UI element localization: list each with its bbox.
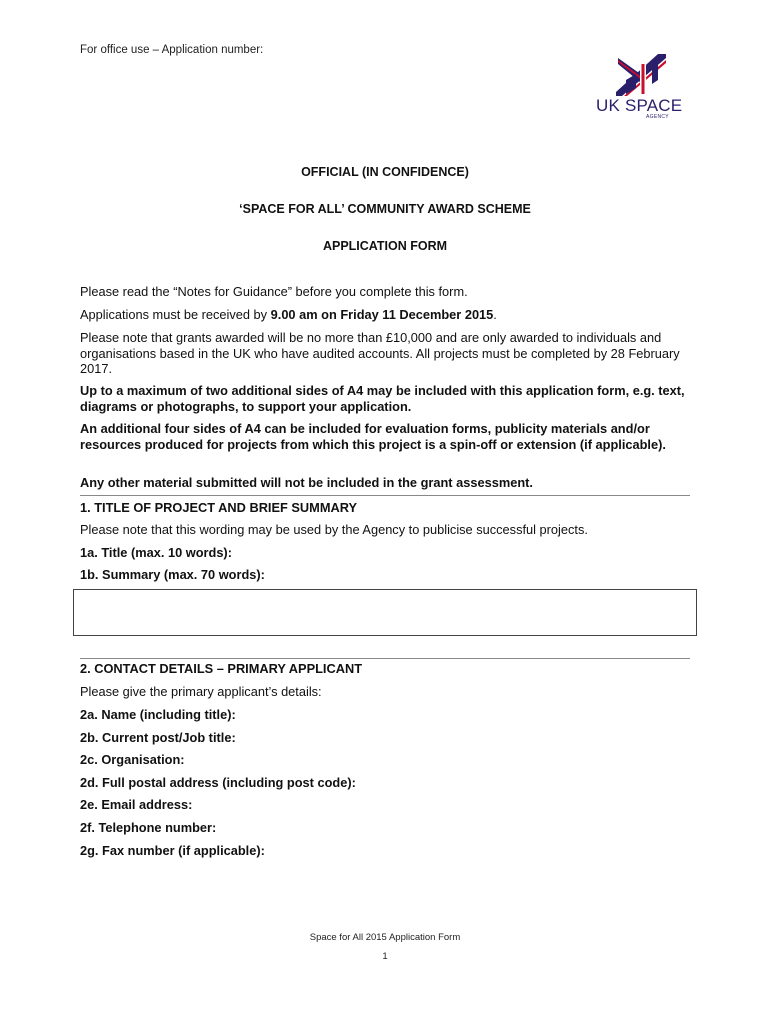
- form-heading: APPLICATION FORM: [322, 239, 448, 253]
- uk-space-agency-logo: [596, 52, 683, 122]
- post-label: 2b. Current post/Job title:: [80, 730, 236, 745]
- page-number: 1: [382, 951, 388, 962]
- section1-title: 1. TITLE OF PROJECT AND BRIEF SUMMARY: [80, 500, 358, 515]
- intro-guidance: Please read the “Notes for Guidance” before you complete this form.: [80, 284, 468, 299]
- deadline-prefix: Applications must be received by: [80, 307, 271, 322]
- fax-label: 2g. Fax number (if applicable):: [80, 843, 265, 858]
- footer-title: Space for All 2015 Application Form: [309, 932, 461, 943]
- intro-deadline: [80, 307, 692, 323]
- union-flag-arrow-icon: [596, 52, 680, 96]
- section2-divider: [80, 658, 690, 659]
- organisation-label: 2c. Organisation:: [80, 752, 185, 767]
- scheme-heading: ‘SPACE FOR ALL’ COMMUNITY AWARD SCHEME: [239, 202, 531, 216]
- summary-label: 1b. Summary (max. 70 words):: [80, 567, 265, 582]
- address-label: 2d. Full postal address (including post code):: [80, 775, 356, 790]
- logo-subtext: AGENCY: [646, 114, 669, 120]
- section1-note: Please note that this wording may be used by the Agency to publicise successful projects.: [80, 522, 588, 537]
- intro-additional-sides: Up to a maximum of two additional sides of A4 may be included with this application form, e.g. text, diagrams or photographs, to support your application.: [80, 383, 685, 414]
- name-label: 2a. Name (including title):: [80, 707, 236, 722]
- office-use-label: For office use – Application number:: [80, 44, 264, 56]
- title-label: 1a. Title (max. 10 words):: [80, 545, 232, 560]
- logo-text: UK SPACE: [596, 96, 683, 115]
- classification-heading: OFFICIAL (IN CONFIDENCE): [301, 165, 469, 179]
- section1-divider: [80, 495, 690, 496]
- deadline-suffix: .: [493, 307, 497, 322]
- summary-input-box[interactable]: [73, 589, 697, 636]
- deadline-date: 9.00 am on Friday 11 December 2015: [270, 307, 494, 322]
- intro-other-material: Any other material submitted will not be included in the grant assessment.: [80, 475, 533, 490]
- intro-additional-four-sides: An additional four sides of A4 can be included for evaluation forms, publicity materials and/or resources produced for projects from which this project is a spin-off or extension (if applicable).: [80, 421, 666, 452]
- phone-label: 2f. Telephone number:: [80, 820, 217, 835]
- intro-grant-note: Please note that grants awarded will be no more than £10,000 and are only awarded to individuals and organisations based in the UK who have audited accounts. All projects must be completed by 28 February 2017.: [80, 330, 680, 376]
- email-label: 2e. Email address:: [80, 797, 193, 812]
- section2-title: 2. CONTACT DETAILS – PRIMARY APPLICANT: [80, 661, 363, 676]
- section2-note: Please give the primary applicant’s details:: [80, 684, 322, 699]
